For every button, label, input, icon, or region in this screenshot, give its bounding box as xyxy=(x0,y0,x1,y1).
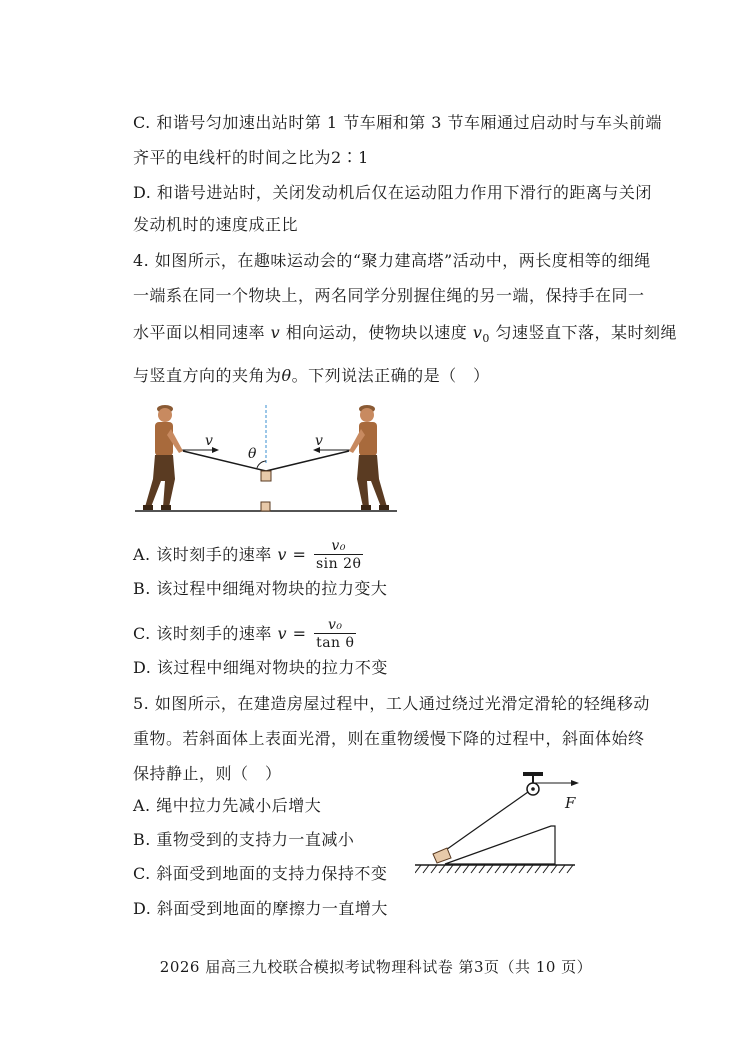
right-student-figure xyxy=(349,405,389,510)
q5-stem-line1: 5. 如图所示，在建造房屋过程中，工人通过绕过光滑定滑轮的轻绳移动 xyxy=(133,694,650,713)
q3-option-c-line2: 齐平的电线杆的时间之比为2∶1 xyxy=(133,148,369,167)
q5-stem-line3: 保持静止，则（ ） xyxy=(133,764,282,783)
label-v-right: v xyxy=(315,433,323,449)
q4-option-a-fraction xyxy=(314,538,363,573)
q4-option-c-lhs: v xyxy=(277,624,287,643)
q4-var-v: v xyxy=(270,323,281,342)
q4-stem-text: 相向运动，使物块以速度 xyxy=(280,323,473,342)
page-footer: 2026 届高三九校联合模拟考试物理科试卷 第3页（共 10 页） xyxy=(159,958,593,976)
q4-stem-line1: 4. 如图所示，在趣味运动会的“聚力建高塔”活动中，两长度相等的细绳 xyxy=(133,251,651,270)
right-rope xyxy=(266,451,349,471)
q3-option-d-line2: 发动机时的速度成正比 xyxy=(133,215,299,234)
q4-stem-line3 xyxy=(133,323,677,349)
q4-var-theta: θ xyxy=(281,366,292,385)
q4-figure xyxy=(135,395,405,520)
left-arrow-head xyxy=(212,447,219,453)
heavy-object-block xyxy=(433,848,451,863)
q5-figure xyxy=(415,770,585,885)
q4-option-a-numerator: v₀ xyxy=(314,538,363,555)
q4-stem-text: 水平面以相同速率 xyxy=(133,323,271,342)
q4-option-a-lhs: v xyxy=(277,545,287,564)
q4-option-c-numerator: v₀ xyxy=(314,617,356,634)
q4-option-a-denominator: sin 2θ xyxy=(315,556,362,572)
hanging-block xyxy=(261,471,271,481)
q5-option-b: B. 重物受到的支持力一直减小 xyxy=(133,830,355,849)
q5-option-d: D. 斜面受到地面的摩擦力一直增大 xyxy=(133,899,388,918)
label-v-left: v xyxy=(205,433,213,449)
incline-body xyxy=(445,826,555,864)
left-student-figure xyxy=(143,405,183,510)
block-ground-position xyxy=(261,502,270,511)
q4-stem-text: 与竖直方向的夹角为 xyxy=(133,366,282,385)
ground-hatching xyxy=(415,865,573,873)
q4-stem-text: 。下列说法正确的是（ ） xyxy=(291,366,490,385)
q4-stem-line2: 一端系在同一个物块上，两名同学分别握住绳的另一端，保持手在同一 xyxy=(133,286,645,305)
force-arrow-head xyxy=(571,780,579,786)
label-theta: θ xyxy=(248,446,257,462)
pulley-mount xyxy=(523,772,543,776)
q4-option-a-text: A. 该时刻手的速率 xyxy=(133,545,278,564)
q4-option-a: A. 该时刻手的速率 v = $\frac{\text{v₀}}{\sin 2\theta}$ xyxy=(133,538,362,572)
q4-option-c-fraction xyxy=(314,617,356,652)
q4-var-v0: v xyxy=(472,323,483,342)
q4-option-b: B. 该过程中细绳对物块的拉力变大 xyxy=(133,579,388,598)
q4-option-c-text: C. 该时刻手的速率 xyxy=(133,624,278,643)
q3-option-c-line1: C. 和谐号匀加速出站时第 1 节车厢和第 3 节车厢通过启动时与车头前端 xyxy=(133,113,663,132)
q5-option-a: A. 绳中拉力先减小后增大 xyxy=(133,796,322,815)
q5-option-c: C. 斜面受到地面的支持力保持不变 xyxy=(133,864,388,883)
pulley-axle xyxy=(531,787,535,791)
q4-stem-line4 xyxy=(133,366,490,386)
q4-option-c-denominator: tan θ xyxy=(316,635,355,651)
q3-option-d-line1: D. 和谐号进站时，关闭发动机后仅在运动阻力作用下滑行的距离与关闭 xyxy=(133,183,652,202)
q4-option-c: C. 该时刻手的速率 v = $\frac{\text{v₀}}{\text{tan θ}}$ xyxy=(133,617,355,651)
angle-arc xyxy=(257,461,266,468)
q4-var-v0-sub: 0 xyxy=(482,332,490,346)
label-force-f: F xyxy=(565,794,576,812)
q4-stem-text: 匀速竖直下落，某时刻绳 xyxy=(489,323,677,342)
q4-option-d: D. 该过程中细绳对物块的拉力不变 xyxy=(133,658,388,677)
q5-stem-line2: 重物。若斜面体上表面光滑，则在重物缓慢下降的过程中，斜面体始终 xyxy=(133,729,645,748)
